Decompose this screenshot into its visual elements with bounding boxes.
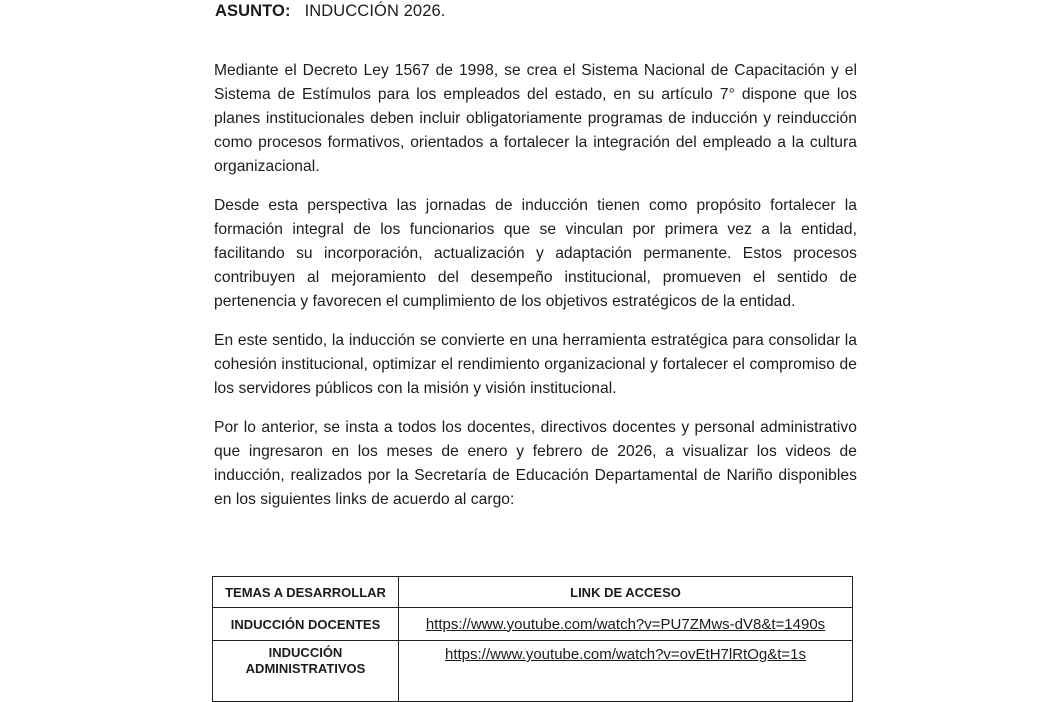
header-topics: TEMAS A DESARROLLAR — [213, 577, 399, 608]
subject-line — [215, 2, 445, 21]
topic-administrativos: INDUCCIÓN ADMINISTRATIVOS — [213, 641, 399, 702]
paragraph-purpose: Desde esta perspectiva las jornadas de inducción tienen como propósito fortalecer la formación integral de los funcionarios que se vinculan por primera vez a la entidad, facilitando su incorporación, actualización y adaptación permanente. Estos procesos contribuyen al mejoramiento del desempeño institucional, promueven el sentido de pertenencia y favorecen el cumplimiento de los objetivos estratégicos de la entidad. — [214, 197, 857, 310]
letter-body — [214, 59, 857, 527]
link-docentes[interactable]: https://www.youtube.com/watch?v=PU7ZMws-dV8&t=1490s — [399, 608, 853, 641]
subject-label: ASUNTO: — [215, 2, 291, 20]
subject-value: INDUCCIÓN 2026. — [304, 2, 446, 20]
paragraph-instruction: Por lo anterior, se insta a todos los docentes, directivos docentes y personal administrativo que ingresaron en los meses de enero y febrero de 2026, a visualizar los videos de inducción, realizados por la Secretaría de Educación Departamental de Nariño disponibles en los siguientes links de acuerdo al cargo: — [214, 419, 857, 508]
induction-links-table — [212, 576, 853, 702]
topic-docentes: INDUCCIÓN DOCENTES — [213, 608, 399, 641]
header-link: LINK DE ACCESO — [399, 577, 853, 608]
table-header-row — [213, 577, 853, 608]
table-row — [213, 608, 853, 641]
table-row — [213, 641, 853, 702]
paragraph-decree: Mediante el Decreto Ley 1567 de 1998, se crea el Sistema Nacional de Capacitación y el Sistema de Estímulos para los empleados del estado, en su artículo 7° dispone que los planes institucionales deben incluir obligatoriamente programas de inducción y reinducción como procesos formativos, orientados a fortalecer la integración del empleado a la cultura organizacional. — [214, 62, 857, 175]
paragraph-strategy: En este sentido, la inducción se convierte en una herramienta estratégica para consolidar la cohesión institucional, optimizar el rendimiento organizacional y fortalecer el compromiso de los servidores públicos con la misión y visión institucional. — [214, 332, 857, 397]
link-administrativos[interactable]: https://www.youtube.com/watch?v=ovEtH7lRtOg&t=1s — [399, 641, 853, 702]
